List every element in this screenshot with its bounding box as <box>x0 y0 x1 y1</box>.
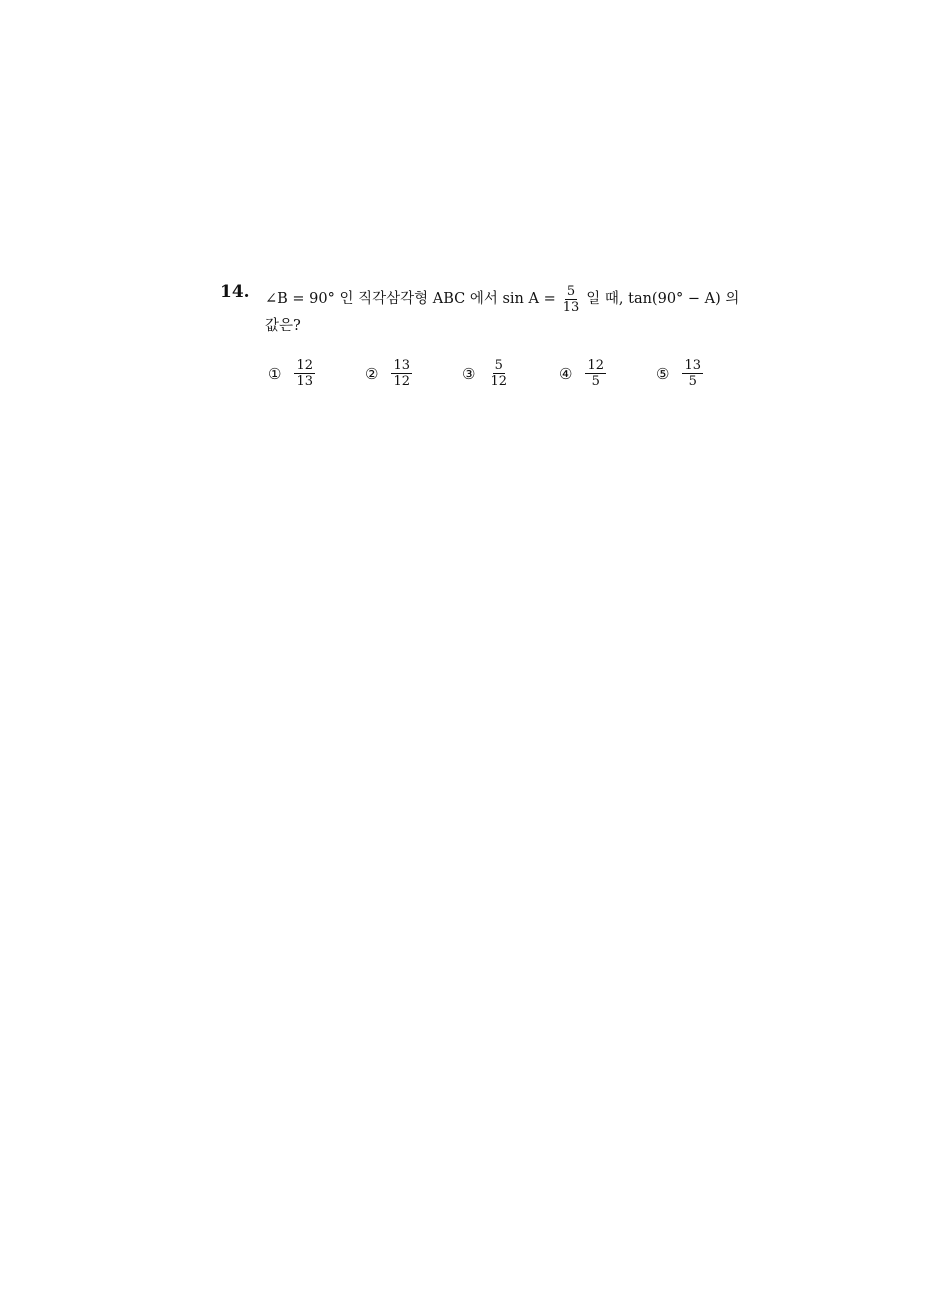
choice-fraction <box>294 358 315 389</box>
choice-numerator: 12 <box>296 358 313 373</box>
choice-numerator: 5 <box>494 358 503 373</box>
choice-fraction <box>488 358 509 389</box>
stem-text-1: ∠B = 90° 인 직각삼각형 ABC 에서 sin A = <box>265 291 556 307</box>
stem-text-3: 값은? <box>265 318 301 334</box>
stem-line-1 <box>265 284 785 314</box>
problem-stem <box>265 284 785 338</box>
problem-number: 14. <box>220 282 250 302</box>
choice-marker: ④ <box>559 364 573 383</box>
choice-denominator: 5 <box>688 374 697 389</box>
choice-numerator: 13 <box>684 358 701 373</box>
stem-fraction-denominator: 13 <box>562 299 580 315</box>
stem-fraction <box>561 284 582 315</box>
choice-4[interactable] <box>559 358 656 389</box>
choice-marker: ① <box>268 364 282 383</box>
choice-denominator: 13 <box>296 374 313 389</box>
stem-text-2: 일 때, tan(90° − A) 의 <box>586 291 740 307</box>
choice-fraction <box>391 358 412 389</box>
choice-numerator: 12 <box>587 358 604 373</box>
choice-marker: ⑤ <box>656 364 670 383</box>
answer-choices <box>268 358 768 389</box>
choice-2[interactable] <box>365 358 462 389</box>
choice-numerator: 13 <box>393 358 410 373</box>
choice-5[interactable] <box>656 358 753 389</box>
choice-fraction <box>585 358 606 389</box>
stem-line-2 <box>265 314 785 338</box>
choice-denominator: 5 <box>591 374 600 389</box>
choice-fraction <box>682 358 703 389</box>
choice-denominator: 12 <box>393 374 410 389</box>
choice-denominator: 12 <box>490 374 507 389</box>
stem-fraction-numerator: 5 <box>566 283 576 299</box>
choice-marker: ③ <box>462 364 476 383</box>
choice-3[interactable] <box>462 358 559 389</box>
choice-marker: ② <box>365 364 379 383</box>
choice-1[interactable] <box>268 358 365 389</box>
